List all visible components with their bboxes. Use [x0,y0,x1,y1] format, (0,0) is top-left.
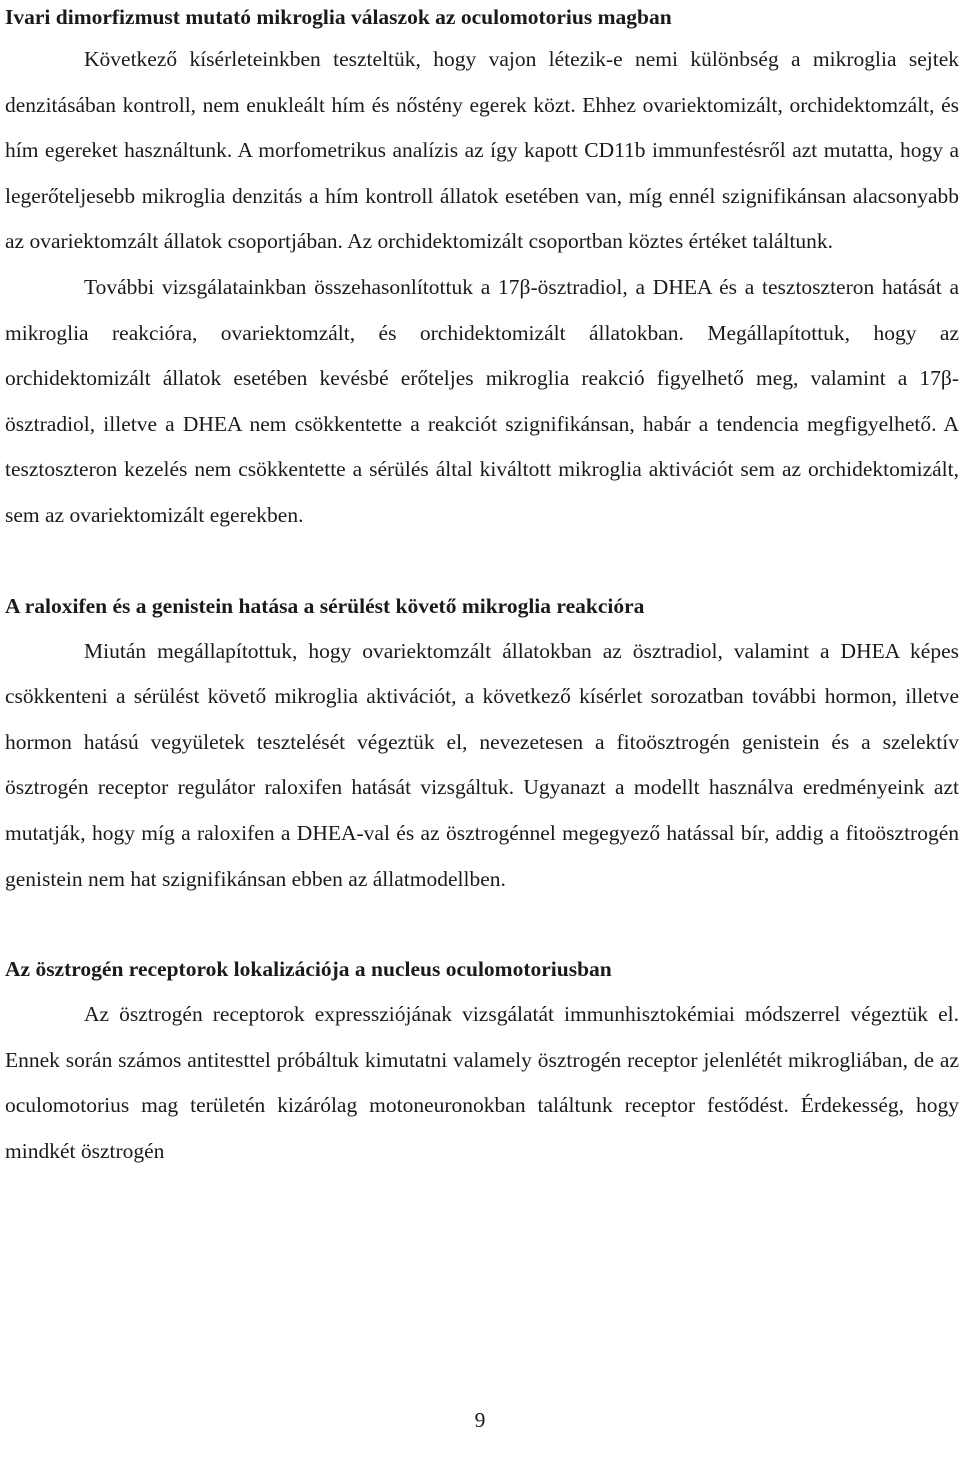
paragraph-microglia-density: Következő kísérleteinkben teszteltük, hogy vajon létezik-e nemi különbség a mikroglia sejtek denzitásában kontroll, nem enukleált hím és nőstény egerek közt. Ehhez ovariektomizált, orchidektomzált, és hím egereket használtunk. A morfometrikus analízis az így kapott CD11b immunfestésről azt mutatta, hogy a legerőteljesebb mikroglia denzitás a hím kontroll állatok esetében van, míg ennél szignifikánsan alacsonyabb az ovariektomzált állatok csoportjában. Az orchidektomizált csoportban köztes értéket találtunk. [5,47,959,254]
section-heading-raloxifen-genistein: A raloxifen és a genistein hatása a sérülést követő mikroglia reakcióra [5,593,645,618]
section-heading-sex-dimorphism: Ivari dimorfizmust mutató mikroglia válaszok az oculomotorius magban [5,5,672,29]
paragraph-raloxifen-genistein: Miután megállapítottuk, hogy ovariektomzált állatokban az ösztradiol, valamint a DHEA képes csökkenteni a sérülést követő mikroglia aktivációt, a következő kísérlet sorozatban további hormon, illetve hormon hatású vegyületek tesztelését végeztük el, nevezetesen a fitoösztrogén genistein és a szelektív ösztrogén receptor regulátor raloxifen hatását vizsgáltuk. Ugyanazt a modellt használva eredményeink azt mutatják, hogy míg a raloxifen a DHEA-val és az ösztrogénnel megegyező hatással bír, addig a fitoösztrogén genistein nem hat szignifikánsan ebben az állatmodellben. [5,638,959,891]
document-page [5,0,959,1174]
paragraph-hormone-comparison: További vizsgálatainkban összehasonlítottuk a 17β-ösztradiol, a DHEA és a tesztoszteron hatását a mikroglia reakcióra, ovariektomzált, és orchidektomizált állatokban. Megállapítottuk, hogy az orchidektomizált állatok esetében kevésbé erőteljes mikroglia reakció figyelhető meg, valamint a 17β-ösztradiol, illetve a DHEA nem csökkentette a reakciót szignifikánsan, habár a tendencia megfigyelhető. A tesztoszteron kezelés nem csökkentette a sérülés által kiváltott mikroglia aktivációt sem az orchidektomizált, sem az ovariektomizált egerekben. [5,274,959,527]
paragraph-receptor-localization: Az ösztrogén receptorok expressziójának vizsgálatát immunhisztokémiai módszerrel végeztük el. Ennek során számos antitesttel próbáltuk kimutatni valamely ösztrogén receptor jelenlétét mikrogliában, de az oculomotorius mag területén kizárólag motoneuronokban találtunk receptor festődést. Érdekesség, hogy mindkét ösztrogén [5,1002,959,1163]
page-number: 9 [474,1408,486,1432]
section-heading-receptor-localization: Az ösztrogén receptorok lokalizációja a nucleus oculomotoriusban [5,957,612,982]
